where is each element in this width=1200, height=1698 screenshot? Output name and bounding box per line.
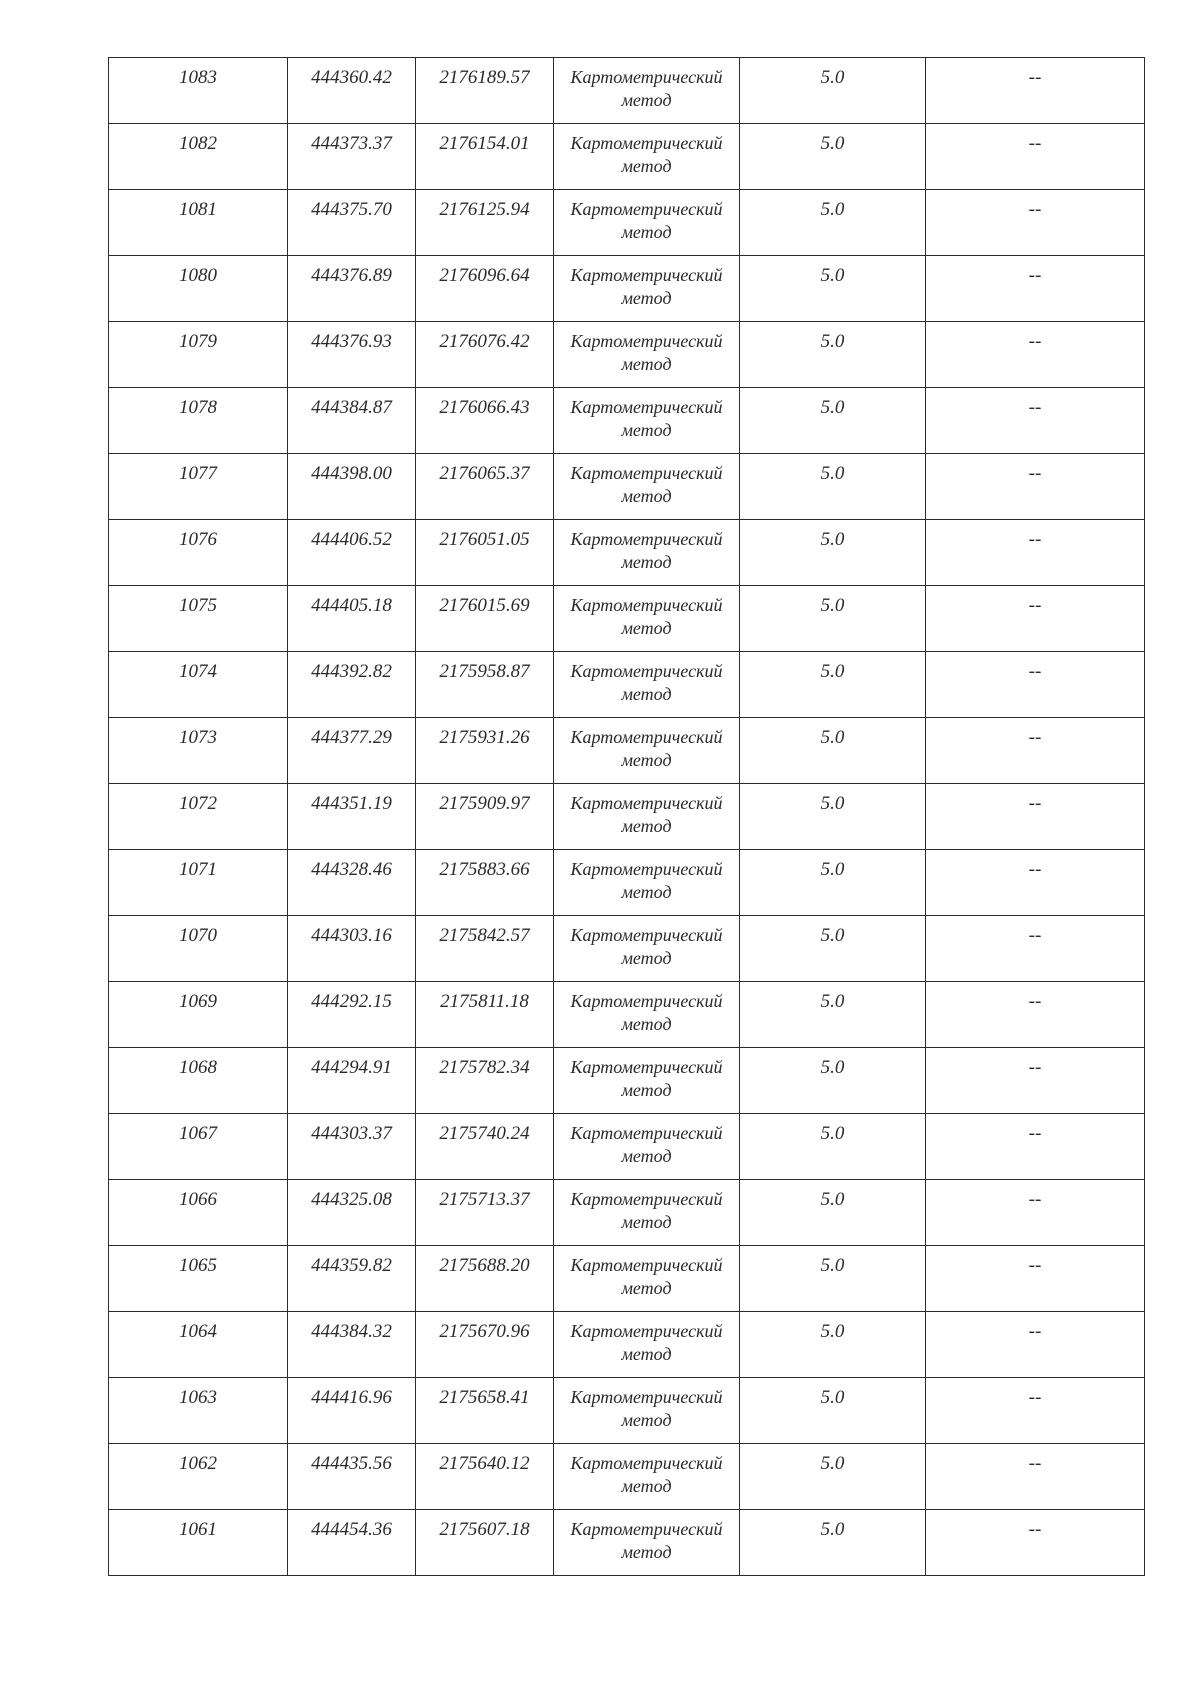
- note-cell: --: [926, 1312, 1145, 1378]
- table-row: [109, 1048, 1145, 1114]
- y-coordinate-cell: 2176154.01: [416, 124, 554, 190]
- table-row: [109, 850, 1145, 916]
- method-line-1: Картометрический: [570, 595, 723, 615]
- method-line-1: Картометрический: [570, 793, 723, 813]
- method-cell: [554, 718, 740, 784]
- y-coordinate-cell: 2176125.94: [416, 190, 554, 256]
- method-line-1: Картометрический: [570, 199, 723, 219]
- method-cell: [554, 850, 740, 916]
- method-line-1: Картометрический: [570, 1057, 723, 1077]
- x-coordinate-cell: 444351.19: [288, 784, 416, 850]
- x-coordinate-cell: 444325.08: [288, 1180, 416, 1246]
- method-line-1: Картометрический: [570, 463, 723, 483]
- x-coordinate-cell: 444435.56: [288, 1444, 416, 1510]
- method-line-2: метод: [621, 816, 672, 836]
- point-number-cell: 1068: [109, 1048, 288, 1114]
- method-line-1: Картометрический: [570, 1123, 723, 1143]
- note-cell: --: [926, 454, 1145, 520]
- note-cell: --: [926, 256, 1145, 322]
- note-cell: --: [926, 58, 1145, 124]
- x-coordinate-cell: 444406.52: [288, 520, 416, 586]
- method-cell: [554, 982, 740, 1048]
- method-cell: [554, 454, 740, 520]
- accuracy-cell: 5.0: [740, 1180, 926, 1246]
- method-line-1: Картометрический: [570, 67, 723, 87]
- y-coordinate-cell: 2176189.57: [416, 58, 554, 124]
- table-row: [109, 1510, 1145, 1576]
- method-cell: [554, 916, 740, 982]
- method-line-2: метод: [621, 684, 672, 704]
- note-cell: --: [926, 322, 1145, 388]
- point-number-cell: 1065: [109, 1246, 288, 1312]
- method-line-2: метод: [621, 156, 672, 176]
- method-cell: [554, 322, 740, 388]
- accuracy-cell: 5.0: [740, 982, 926, 1048]
- accuracy-cell: 5.0: [740, 652, 926, 718]
- method-line-2: метод: [621, 1344, 672, 1364]
- method-line-1: Картометрический: [570, 529, 723, 549]
- method-line-2: метод: [621, 618, 672, 638]
- y-coordinate-cell: 2175688.20: [416, 1246, 554, 1312]
- accuracy-cell: 5.0: [740, 190, 926, 256]
- method-line-1: Картометрический: [570, 1255, 723, 1275]
- point-number-cell: 1061: [109, 1510, 288, 1576]
- table-row: [109, 520, 1145, 586]
- note-cell: --: [926, 1444, 1145, 1510]
- method-cell: [554, 520, 740, 586]
- method-line-1: Картометрический: [570, 925, 723, 945]
- point-number-cell: 1082: [109, 124, 288, 190]
- table-row: [109, 916, 1145, 982]
- accuracy-cell: 5.0: [740, 1048, 926, 1114]
- point-number-cell: 1078: [109, 388, 288, 454]
- note-cell: --: [926, 718, 1145, 784]
- method-line-2: метод: [621, 1014, 672, 1034]
- point-number-cell: 1077: [109, 454, 288, 520]
- note-cell: --: [926, 652, 1145, 718]
- accuracy-cell: 5.0: [740, 850, 926, 916]
- y-coordinate-cell: 2176096.64: [416, 256, 554, 322]
- x-coordinate-cell: 444454.36: [288, 1510, 416, 1576]
- point-number-cell: 1083: [109, 58, 288, 124]
- note-cell: --: [926, 982, 1145, 1048]
- table-row: [109, 718, 1145, 784]
- accuracy-cell: 5.0: [740, 454, 926, 520]
- note-cell: --: [926, 1246, 1145, 1312]
- method-line-2: метод: [621, 1410, 672, 1430]
- point-number-cell: 1074: [109, 652, 288, 718]
- x-coordinate-cell: 444360.42: [288, 58, 416, 124]
- x-coordinate-cell: 444375.70: [288, 190, 416, 256]
- note-cell: --: [926, 784, 1145, 850]
- point-number-cell: 1066: [109, 1180, 288, 1246]
- method-line-2: метод: [621, 90, 672, 110]
- accuracy-cell: 5.0: [740, 718, 926, 784]
- x-coordinate-cell: 444303.37: [288, 1114, 416, 1180]
- accuracy-cell: 5.0: [740, 1246, 926, 1312]
- method-cell: [554, 1114, 740, 1180]
- table-row: [109, 1114, 1145, 1180]
- point-number-cell: 1073: [109, 718, 288, 784]
- y-coordinate-cell: 2175958.87: [416, 652, 554, 718]
- note-cell: --: [926, 586, 1145, 652]
- method-line-1: Картометрический: [570, 331, 723, 351]
- method-line-1: Картометрический: [570, 1321, 723, 1341]
- accuracy-cell: 5.0: [740, 1114, 926, 1180]
- table-row: [109, 586, 1145, 652]
- method-line-2: метод: [621, 420, 672, 440]
- method-line-2: метод: [621, 354, 672, 374]
- method-line-2: метод: [621, 486, 672, 506]
- point-number-cell: 1062: [109, 1444, 288, 1510]
- x-coordinate-cell: 444392.82: [288, 652, 416, 718]
- point-number-cell: 1063: [109, 1378, 288, 1444]
- table-row: [109, 1180, 1145, 1246]
- x-coordinate-cell: 444373.37: [288, 124, 416, 190]
- point-number-cell: 1079: [109, 322, 288, 388]
- point-number-cell: 1071: [109, 850, 288, 916]
- method-cell: [554, 190, 740, 256]
- method-line-1: Картометрический: [570, 859, 723, 879]
- method-cell: [554, 388, 740, 454]
- method-cell: [554, 1180, 740, 1246]
- x-coordinate-cell: 444398.00: [288, 454, 416, 520]
- note-cell: --: [926, 850, 1145, 916]
- accuracy-cell: 5.0: [740, 1378, 926, 1444]
- method-cell: [554, 586, 740, 652]
- method-cell: [554, 1048, 740, 1114]
- x-coordinate-cell: 444303.16: [288, 916, 416, 982]
- y-coordinate-cell: 2175909.97: [416, 784, 554, 850]
- method-line-2: метод: [621, 1212, 672, 1232]
- point-number-cell: 1076: [109, 520, 288, 586]
- accuracy-cell: 5.0: [740, 256, 926, 322]
- method-cell: [554, 1246, 740, 1312]
- method-line-1: Картометрический: [570, 661, 723, 681]
- y-coordinate-cell: 2176051.05: [416, 520, 554, 586]
- y-coordinate-cell: 2175670.96: [416, 1312, 554, 1378]
- table-row: [109, 256, 1145, 322]
- method-cell: [554, 1444, 740, 1510]
- point-number-cell: 1070: [109, 916, 288, 982]
- method-line-2: метод: [621, 1278, 672, 1298]
- note-cell: --: [926, 1378, 1145, 1444]
- table-row: [109, 1246, 1145, 1312]
- table-row: [109, 784, 1145, 850]
- method-line-2: метод: [621, 1542, 672, 1562]
- method-line-1: Картометрический: [570, 727, 723, 747]
- point-number-cell: 1075: [109, 586, 288, 652]
- accuracy-cell: 5.0: [740, 388, 926, 454]
- table-row: [109, 322, 1145, 388]
- x-coordinate-cell: 444376.89: [288, 256, 416, 322]
- accuracy-cell: 5.0: [740, 586, 926, 652]
- note-cell: --: [926, 1114, 1145, 1180]
- method-line-1: Картометрический: [570, 1189, 723, 1209]
- method-cell: [554, 124, 740, 190]
- y-coordinate-cell: 2175782.34: [416, 1048, 554, 1114]
- note-cell: --: [926, 124, 1145, 190]
- method-line-2: метод: [621, 1080, 672, 1100]
- y-coordinate-cell: 2175842.57: [416, 916, 554, 982]
- note-cell: --: [926, 1048, 1145, 1114]
- x-coordinate-cell: 444376.93: [288, 322, 416, 388]
- point-number-cell: 1069: [109, 982, 288, 1048]
- y-coordinate-cell: 2175713.37: [416, 1180, 554, 1246]
- x-coordinate-cell: 444377.29: [288, 718, 416, 784]
- accuracy-cell: 5.0: [740, 916, 926, 982]
- method-line-2: метод: [621, 1146, 672, 1166]
- y-coordinate-cell: 2175883.66: [416, 850, 554, 916]
- method-line-1: Картометрический: [570, 397, 723, 417]
- note-cell: --: [926, 190, 1145, 256]
- table-row: [109, 1444, 1145, 1510]
- accuracy-cell: 5.0: [740, 520, 926, 586]
- method-line-2: метод: [621, 288, 672, 308]
- y-coordinate-cell: 2175931.26: [416, 718, 554, 784]
- coordinates-table: [108, 57, 1145, 1576]
- accuracy-cell: 5.0: [740, 124, 926, 190]
- method-cell: [554, 1510, 740, 1576]
- point-number-cell: 1072: [109, 784, 288, 850]
- table-row: [109, 190, 1145, 256]
- method-line-1: Картометрический: [570, 1519, 723, 1539]
- method-line-1: Картометрический: [570, 1453, 723, 1473]
- point-number-cell: 1080: [109, 256, 288, 322]
- x-coordinate-cell: 444384.87: [288, 388, 416, 454]
- accuracy-cell: 5.0: [740, 58, 926, 124]
- x-coordinate-cell: 444359.82: [288, 1246, 416, 1312]
- method-line-1: Картометрический: [570, 265, 723, 285]
- method-cell: [554, 652, 740, 718]
- method-cell: [554, 784, 740, 850]
- y-coordinate-cell: 2176066.43: [416, 388, 554, 454]
- table-body: [109, 58, 1145, 1576]
- point-number-cell: 1064: [109, 1312, 288, 1378]
- table-row: [109, 124, 1145, 190]
- method-line-2: метод: [621, 882, 672, 902]
- table-row: [109, 58, 1145, 124]
- x-coordinate-cell: 444294.91: [288, 1048, 416, 1114]
- method-line-1: Картометрический: [570, 1387, 723, 1407]
- accuracy-cell: 5.0: [740, 1312, 926, 1378]
- accuracy-cell: 5.0: [740, 784, 926, 850]
- method-line-2: метод: [621, 1476, 672, 1496]
- x-coordinate-cell: 444384.32: [288, 1312, 416, 1378]
- note-cell: --: [926, 1510, 1145, 1576]
- method-cell: [554, 1312, 740, 1378]
- y-coordinate-cell: 2175607.18: [416, 1510, 554, 1576]
- accuracy-cell: 5.0: [740, 1510, 926, 1576]
- table-row: [109, 454, 1145, 520]
- y-coordinate-cell: 2175640.12: [416, 1444, 554, 1510]
- note-cell: --: [926, 388, 1145, 454]
- y-coordinate-cell: 2175740.24: [416, 1114, 554, 1180]
- point-number-cell: 1067: [109, 1114, 288, 1180]
- note-cell: --: [926, 916, 1145, 982]
- x-coordinate-cell: 444405.18: [288, 586, 416, 652]
- note-cell: --: [926, 520, 1145, 586]
- accuracy-cell: 5.0: [740, 322, 926, 388]
- method-line-2: метод: [621, 750, 672, 770]
- x-coordinate-cell: 444292.15: [288, 982, 416, 1048]
- table-row: [109, 1312, 1145, 1378]
- y-coordinate-cell: 2176065.37: [416, 454, 554, 520]
- method-line-2: метод: [621, 552, 672, 572]
- method-line-2: метод: [621, 948, 672, 968]
- table-row: [109, 388, 1145, 454]
- method-cell: [554, 256, 740, 322]
- method-cell: [554, 1378, 740, 1444]
- x-coordinate-cell: 444416.96: [288, 1378, 416, 1444]
- y-coordinate-cell: 2176076.42: [416, 322, 554, 388]
- point-number-cell: 1081: [109, 190, 288, 256]
- y-coordinate-cell: 2175658.41: [416, 1378, 554, 1444]
- method-line-1: Картометрический: [570, 133, 723, 153]
- x-coordinate-cell: 444328.46: [288, 850, 416, 916]
- table-row: [109, 1378, 1145, 1444]
- accuracy-cell: 5.0: [740, 1444, 926, 1510]
- method-line-2: метод: [621, 222, 672, 242]
- note-cell: --: [926, 1180, 1145, 1246]
- y-coordinate-cell: 2176015.69: [416, 586, 554, 652]
- y-coordinate-cell: 2175811.18: [416, 982, 554, 1048]
- table-row: [109, 982, 1145, 1048]
- method-line-1: Картометрический: [570, 991, 723, 1011]
- method-cell: [554, 58, 740, 124]
- table-row: [109, 652, 1145, 718]
